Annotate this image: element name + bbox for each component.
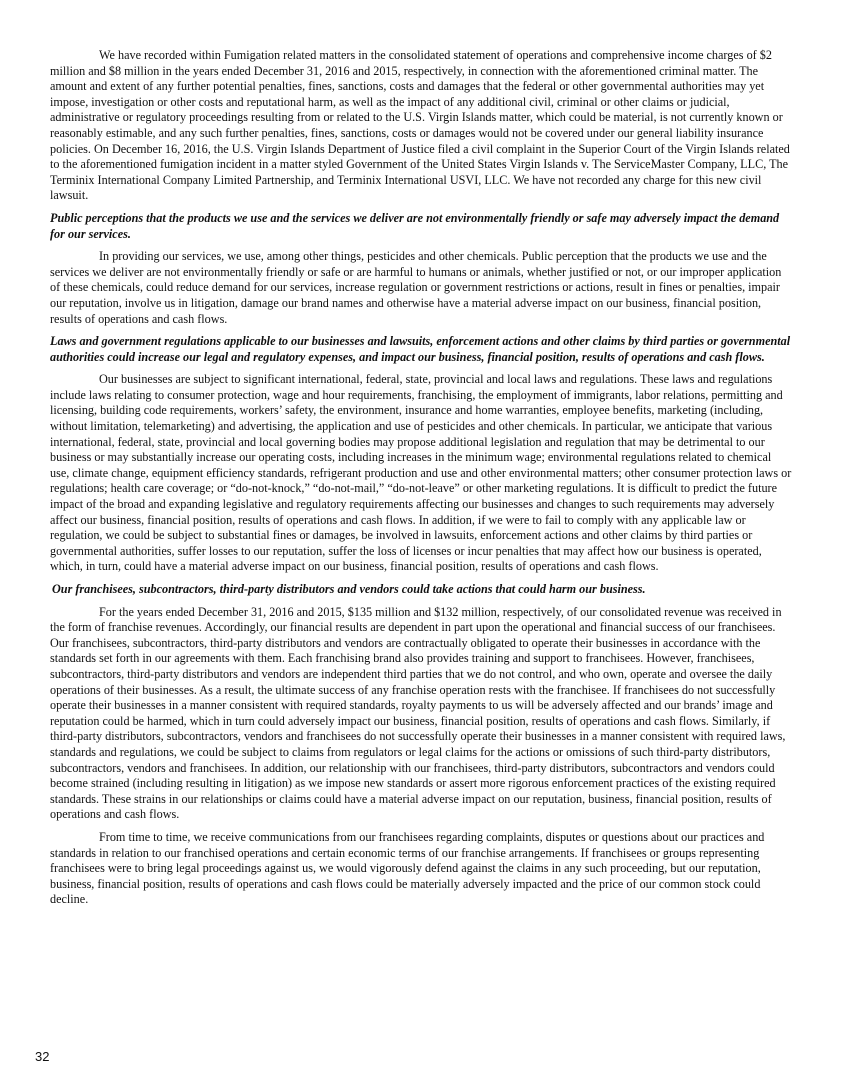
risk-heading-franchisees: Our franchisees, subcontractors, third-party distributors and vendors could take actions that could harm our business. bbox=[52, 582, 646, 596]
paragraph-fumigation-charges: We have recorded within Fumigation related matters in the consolidated statement of operations and comprehensive income charges of $2 million and $8 million in the years ended December 31, 2016 and 2015, respectively, in connection with the aforementioned criminal matter. The amount and extent of any further potential penalties, fines, sanctions, costs and damages that the federal or other governmental authorities may yet impose, investigation or other costs and reputational harm, as well as the impact of any additional civil, criminal or other claims or judicial, administrative or regulatory proceedings resulting from or related to the U.S. Virgin Islands matter, which could be material, is not currently known or reasonably estimable, and any such further penalties, fines, sanctions, costs or damages would not be covered under our general liability insurance policies. On December 16, 2016, the U.S. Virgin Islands Department of Justice filed a civil complaint in the Superior Court of the Virgin Islands related to the aforementioned fumigation incident in a matter styled Government of the United States Virgin Islands v. The ServiceMaster Company, LLC, The Terminix International Company Limited Partnership, and Terminix International USVI, LLC. We have not recorded any charge for this new civil lawsuit. bbox=[50, 48, 790, 203]
risk-heading-laws-regulations: Laws and government regulations applicable to our businesses and lawsuits, enforcement actions and other claims by third parties or governmental authorities could increase our legal and regulatory expenses, and impact our business, financial position, results of operations and cash flows. bbox=[50, 334, 791, 364]
paragraph-laws-regulations: Our businesses are subject to significant international, federal, state, provincial and local laws and regulations. These laws and regulations include laws relating to consumer protection, wage and hour requirements, franchising, the employment of immigrants, labor relations, permitting and licensing, building code requirements, workers’ safety, the environment, insurance and home warranties, employee benefits, marketing (including, without limitation, telemarketing) and advertising, the application and use of pesticides and other chemicals. In particular, we anticipate that various international, federal, state, provincial and local governing bodies may propose additional legislation and regulation that may be detrimental to our business or may substantially increase our operating costs, including increases in the minimum wage; environmental regulations related to chemical use, climate change, equipment efficiency standards, refrigerant production and use and other environmental matters; other consumer protection laws or regulations; health care coverage; or “do-not-knock,” “do-not-mail,” “do-not-leave” or other marketing regulations. It is difficult to predict the future impact of the broad and expanding legislative and regulatory requirements affecting our businesses and changes to such requirements may adversely affect our business, financial position, results of operations and cash flows. In addition, if we were to fail to comply with any applicable law or regulation, we could be subject to substantial fines or damages, be involved in lawsuits, enforcement actions and other claims by third parties or governmental authorities, suffer losses to our reputation, suffer the loss of licenses or incur penalties that may affect how our business is operated, which, in turn, could have a material adverse impact on our business, financial position, results of operations and cash flows. bbox=[50, 372, 792, 574]
document-body bbox=[50, 48, 793, 915]
page-number: 32 bbox=[35, 1049, 50, 1064]
paragraph-franchise-revenue: For the years ended December 31, 2016 and 2015, $135 million and $132 million, respectively, of our consolidated revenue was received in the form of franchise revenues. Accordingly, our financial results are dependent in part upon the operational and financial success of our franchisees. Our franchisees, subcontractors, third-party distributors and vendors are contractually obligated to operate their businesses in accordance with the standards set forth in our agreements with them. Each franchising brand also provides training and support to franchisees. However, franchisees, subcontractors, third-party distributors and vendors are independent third parties that we do not control, and who own, operate and oversee the daily operations of their businesses. As a result, the ultimate success of any franchise operation rests with the franchisee. If franchisees do not successfully operate their businesses in a manner consistent with required standards, royalty payments to us will be adversely affected and our brands’ image and reputation could be harmed, which in turn could adversely impact our business, financial position, results of operations and cash flows. Similarly, if third-party distributors, subcontractors, vendors and franchisees do not successfully operate their businesses in a manner consistent with required laws, standards and regulations, we could be subject to claims from regulators or legal claims for the actions or omissions of such third-party distributors, subcontractors, vendors and franchisees. In addition, our relationship with our franchisees, third-party distributors, subcontractors and vendors could become strained (including resulting in litigation) as we impose new standards or assert more rigorous enforcement practices of the existing required standards. These strains in our relationships or claims could have a material adverse impact on our reputation, business, financial position, results of operations and cash flows. bbox=[50, 604, 786, 822]
risk-heading-public-perception: Public perceptions that the products we use and the services we deliver are not environmentally friendly or safe may adversely impact the demand for our services. bbox=[50, 210, 780, 241]
paragraph-public-perception: In providing our services, we use, among other things, pesticides and other chemicals. Public perception that the products we use and the services we deliver are not environmentally friendly or safe or are harmful to humans or animals, whether justified or not, or our improper application of these chemicals, could reduce demand for our services, increase regulation or government restrictions or actions, result in fines or penalties, impair our reputation, involve us in litigation, damage our brand names and otherwise have a material adverse impact on our business, financial position, results of operations and cash flows. bbox=[50, 249, 782, 326]
paragraph-franchisee-communications: From time to time, we receive communications from our franchisees regarding complaints, disputes or questions about our practices and standards in relation to our franchised operations and certain economic terms of our franchise arrangements. If franchisees or groups representing franchisees were to bring legal proceedings against us, we would vigorously defend against the claims in any such proceeding, but our reputation, business, financial position, results of operations and cash flows could be materially adversely impacted and the price of our common stock could decline. bbox=[50, 829, 765, 907]
